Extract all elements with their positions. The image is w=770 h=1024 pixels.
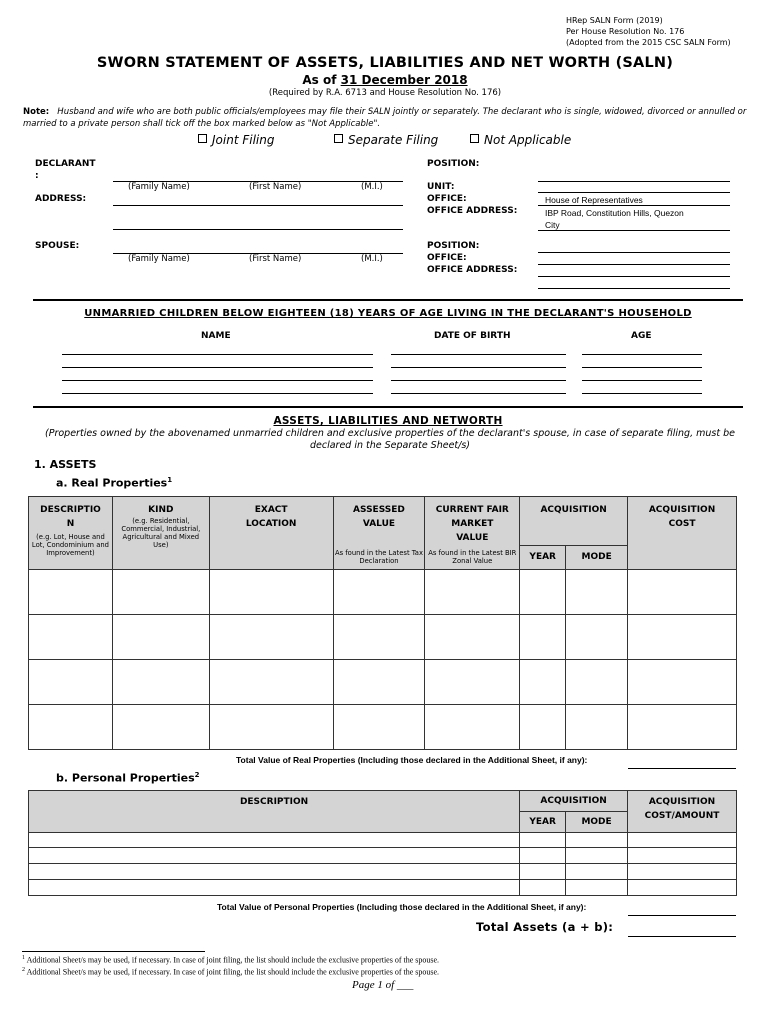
children-age-header: AGE — [631, 331, 652, 341]
real-properties-total-field[interactable] — [628, 768, 736, 769]
unit-label: UNIT: — [427, 182, 455, 192]
table-cell[interactable] — [29, 614, 113, 659]
child-age-field[interactable] — [582, 367, 702, 368]
declarant-label: DECLARANT — [35, 159, 96, 169]
separate-filing-label: Separate Filing — [348, 133, 439, 147]
child-dob-field[interactable] — [391, 354, 566, 355]
table-row — [29, 614, 737, 659]
real-properties-total-label: Total Value of Real Properties (Including those declared in the Additional Sheet, if any): — [236, 755, 588, 765]
footnote-text: Additional Sheet/s may be used, if necessary. In case of joint filing, the list should include the exclusive properties of the spouse. — [26, 967, 440, 977]
joint-filing-checkbox[interactable] — [198, 133, 274, 147]
checkbox-icon — [198, 134, 207, 143]
joint-filing-label: Joint Filing — [212, 133, 275, 147]
footnote-ref: 2 — [194, 771, 200, 779]
table-cell[interactable] — [520, 880, 566, 896]
table-cell[interactable] — [425, 569, 520, 614]
position-label: POSITION: — [427, 159, 480, 169]
assets-heading: ASSETS, LIABILITIES AND NETWORTH — [273, 415, 503, 427]
table-row — [29, 848, 737, 864]
address-field-line1[interactable] — [113, 205, 403, 206]
table-cell[interactable] — [520, 704, 566, 749]
table-cell[interactable] — [425, 704, 520, 749]
personal-properties-table — [28, 790, 737, 896]
footnote-number: 2 — [22, 967, 25, 973]
office-address-value-line1: IBP Road, Constitution Hills, Quezon — [545, 208, 684, 218]
table-cell[interactable] — [209, 659, 333, 704]
year-header: YEAR — [520, 545, 566, 569]
child-dob-field[interactable] — [391, 367, 566, 368]
spouse-office-field[interactable] — [538, 264, 730, 265]
as-of-line — [0, 73, 770, 87]
office-value: House of Representatives — [545, 195, 643, 205]
personal-mode-header: MODE — [566, 812, 628, 833]
table-cell[interactable] — [566, 704, 628, 749]
table-cell[interactable] — [628, 569, 737, 614]
personal-properties-total-label: Total Value of Personal Properties (Including those declared in the Additional Sheet, if any): — [217, 902, 587, 912]
children-heading: UNMARRIED CHILDREN BELOW EIGHTEEN (18) YEARS OF AGE LIVING IN THE DECLARANT'S HOUSEHOLD — [84, 308, 692, 319]
table-cell[interactable] — [112, 569, 209, 614]
table-cell[interactable] — [628, 833, 737, 848]
table-cell[interactable] — [29, 704, 113, 749]
child-dob-field[interactable] — [391, 393, 566, 394]
form-title: SWORN STATEMENT OF ASSETS, LIABILITIES AND NET WORTH (SALN) — [96, 55, 674, 71]
table-cell[interactable] — [29, 659, 113, 704]
value-text: VALUE — [362, 519, 396, 529]
footnote-divider — [22, 951, 205, 952]
table-cell[interactable] — [425, 659, 520, 704]
table-cell[interactable] — [566, 569, 628, 614]
note-label: Note: — [23, 107, 50, 117]
spouse-mi-caption: (M.I.) — [361, 254, 383, 264]
table-cell[interactable] — [333, 614, 425, 659]
child-age-field[interactable] — [582, 393, 702, 394]
table-cell[interactable] — [425, 614, 520, 659]
spouse-office-label: OFFICE: — [427, 253, 467, 263]
cost-amount-text: COST/AMOUNT — [644, 811, 720, 821]
office-address-value-line2: City — [545, 220, 560, 230]
note — [23, 106, 753, 130]
table-cell[interactable] — [520, 864, 566, 880]
personal-year-header: YEAR — [520, 812, 566, 833]
exact-text: EXACT — [254, 505, 288, 515]
table-cell[interactable] — [333, 704, 425, 749]
table-cell[interactable] — [520, 614, 566, 659]
value-text: VALUE — [456, 533, 489, 543]
table-cell[interactable] — [29, 569, 113, 614]
personal-description-header: DESCRIPTION — [29, 791, 520, 833]
table-cell[interactable] — [29, 848, 520, 864]
kind-header-text: KIND — [148, 505, 174, 515]
personal-acquisition-header: ACQUISITION — [520, 791, 628, 812]
spouse-office-address-label: OFFICE ADDRESS: — [427, 265, 518, 275]
required-by: (Required by R.A. 6713 and House Resolution No. 176) — [268, 88, 502, 98]
footnote-number: 1 — [22, 955, 25, 961]
table-cell[interactable] — [29, 864, 520, 880]
as-of-date: 31 December 2018 — [340, 73, 468, 87]
child-name-field[interactable] — [62, 354, 373, 355]
table-cell[interactable] — [209, 569, 333, 614]
real-properties-table — [28, 496, 737, 750]
footnote-2 — [22, 967, 439, 977]
mi-caption: (M.I.) — [361, 182, 383, 192]
checkbox-icon — [470, 134, 479, 143]
table-cell[interactable] — [112, 704, 209, 749]
child-age-field[interactable] — [582, 380, 702, 381]
description-header-text: DESCRIPTIO — [40, 505, 101, 515]
acquisition-header: ACQUISITION — [520, 497, 628, 546]
current-fair-market-value-header — [425, 497, 520, 546]
note-text: Husband and wife who are both public officials/employees may file their SALN jointly or separately. The declarant who is single, widowed, divorced or annulled or married to a private person shall tick off the box marked below as "Not Applicable". — [23, 107, 747, 129]
acquisition-cost-header — [628, 497, 737, 570]
mode-header: MODE — [566, 545, 628, 569]
table-row — [29, 704, 737, 749]
form-reference-line: HRep SALN Form (2019) — [566, 16, 663, 25]
cost-text: COST — [668, 519, 696, 529]
form-reference — [566, 15, 731, 48]
spouse-position-label: POSITION: — [427, 241, 480, 251]
table-cell[interactable] — [566, 864, 628, 880]
position-field[interactable] — [538, 181, 730, 182]
table-cell[interactable] — [520, 848, 566, 864]
spouse-first-name-caption: (First Name) — [249, 254, 302, 264]
table-cell[interactable] — [29, 880, 520, 896]
table-cell[interactable] — [520, 569, 566, 614]
description-header — [29, 497, 113, 570]
form-reference-line: (Adopted from the 2015 CSC SALN Form) — [566, 38, 731, 47]
table-cell[interactable] — [112, 659, 209, 704]
table-row — [29, 833, 737, 848]
table-cell[interactable] — [566, 659, 628, 704]
table-cell[interactable] — [566, 880, 628, 896]
table-cell[interactable] — [112, 614, 209, 659]
personal-properties-label — [56, 771, 200, 785]
total-assets-field[interactable] — [628, 936, 736, 937]
assets-label: 1. ASSETS — [34, 458, 97, 471]
table-cell[interactable] — [520, 833, 566, 848]
acquisition-text: ACQUISITION — [648, 797, 716, 807]
family-name-caption: (Family Name) — [128, 182, 190, 192]
address-label: ADDRESS: — [35, 194, 87, 204]
table-cell[interactable] — [520, 659, 566, 704]
child-name-field[interactable] — [62, 380, 373, 381]
footnote-text: Additional Sheet/s may be used, if necessary. In case of joint filing, the list should include the exclusive properties of the spouse. — [26, 955, 440, 965]
table-cell[interactable] — [566, 848, 628, 864]
description-header-text-2: N — [66, 519, 75, 529]
kind-header — [112, 497, 209, 570]
spouse-label: SPOUSE: — [35, 241, 80, 251]
description-note: (e.g. Lot, House and Lot, Condominium and Improvement) — [31, 533, 109, 557]
spouse-office-address-field[interactable] — [538, 276, 730, 277]
personal-acquisition-cost-header — [628, 791, 737, 833]
form-reference-line: Per House Resolution No. 176 — [566, 27, 685, 36]
office-field[interactable] — [538, 205, 730, 206]
table-cell[interactable] — [628, 659, 737, 704]
not-applicable-label: Not Applicable — [484, 133, 572, 147]
table-cell[interactable] — [628, 704, 737, 749]
address-field-line2[interactable] — [113, 229, 403, 230]
table-cell[interactable] — [628, 848, 737, 864]
personal-properties-text: b. Personal Properties — [56, 771, 195, 785]
table-row — [29, 880, 737, 896]
table-cell[interactable] — [628, 864, 737, 880]
child-age-field[interactable] — [582, 354, 702, 355]
children-name-header: NAME — [201, 331, 231, 341]
child-name-field[interactable] — [62, 393, 373, 394]
table-row — [29, 659, 737, 704]
table-row — [29, 864, 737, 880]
table-cell[interactable] — [333, 569, 425, 614]
assessed-note: As found in the Latest Tax Declaration — [333, 545, 425, 569]
kind-note: (e.g. Residential, Commercial, Industrial, Agricultural and Mixed Use) — [121, 517, 201, 549]
section-divider — [33, 299, 743, 301]
acquisition-text: ACQUISITION — [648, 505, 716, 515]
child-name-field[interactable] — [62, 367, 373, 368]
current-value-note: As found in the Latest BIR Zonal Value — [425, 545, 520, 569]
unit-field[interactable] — [538, 192, 730, 193]
real-properties-text: a. Real Properties — [56, 476, 168, 490]
table-cell[interactable] — [566, 614, 628, 659]
table-cell[interactable] — [628, 880, 737, 896]
as-of-prefix: As of — [302, 73, 341, 87]
table-cell[interactable] — [628, 614, 737, 659]
assessed-text: ASSESSED — [353, 505, 405, 515]
separate-filing-checkbox[interactable] — [334, 133, 438, 147]
table-cell[interactable] — [209, 704, 333, 749]
office-address-label: OFFICE ADDRESS: — [427, 206, 518, 216]
page-number: Page 1 of ___ — [352, 979, 414, 991]
assets-subtitle: (Properties owned by the abovenamed unmarried children and exclusive properties of the declarant's spouse, in case of separate filing, must be declared in the Separate Sheet/s) — [45, 428, 735, 451]
first-name-caption: (First Name) — [249, 182, 302, 192]
footnote-1 — [22, 955, 439, 965]
real-properties-label — [56, 476, 172, 490]
children-dob-header: DATE OF BIRTH — [434, 331, 511, 341]
table-row — [29, 569, 737, 614]
spouse-office-address-field-2[interactable] — [538, 288, 730, 289]
table-cell[interactable] — [209, 614, 333, 659]
child-dob-field[interactable] — [391, 380, 566, 381]
exact-location-header — [209, 497, 333, 570]
current-text: CURRENT FAIR — [435, 505, 509, 515]
spouse-family-name-caption: (Family Name) — [128, 254, 190, 264]
market-text: MARKET — [451, 519, 494, 529]
personal-properties-total-field[interactable] — [628, 915, 736, 916]
footnote-ref: 1 — [167, 476, 173, 484]
office-label: OFFICE: — [427, 194, 467, 204]
total-assets-label: Total Assets (a + b): — [476, 920, 614, 934]
office-address-field[interactable] — [538, 230, 730, 231]
table-cell[interactable] — [333, 659, 425, 704]
location-text: LOCATION — [245, 519, 297, 529]
not-applicable-checkbox[interactable] — [470, 133, 571, 147]
checkbox-icon — [334, 134, 343, 143]
section-divider — [33, 406, 743, 408]
table-cell[interactable] — [29, 833, 520, 848]
assessed-value-header — [333, 497, 425, 546]
spouse-position-field[interactable] — [538, 252, 730, 253]
declarant-colon: : — [35, 171, 39, 181]
table-cell[interactable] — [566, 833, 628, 848]
